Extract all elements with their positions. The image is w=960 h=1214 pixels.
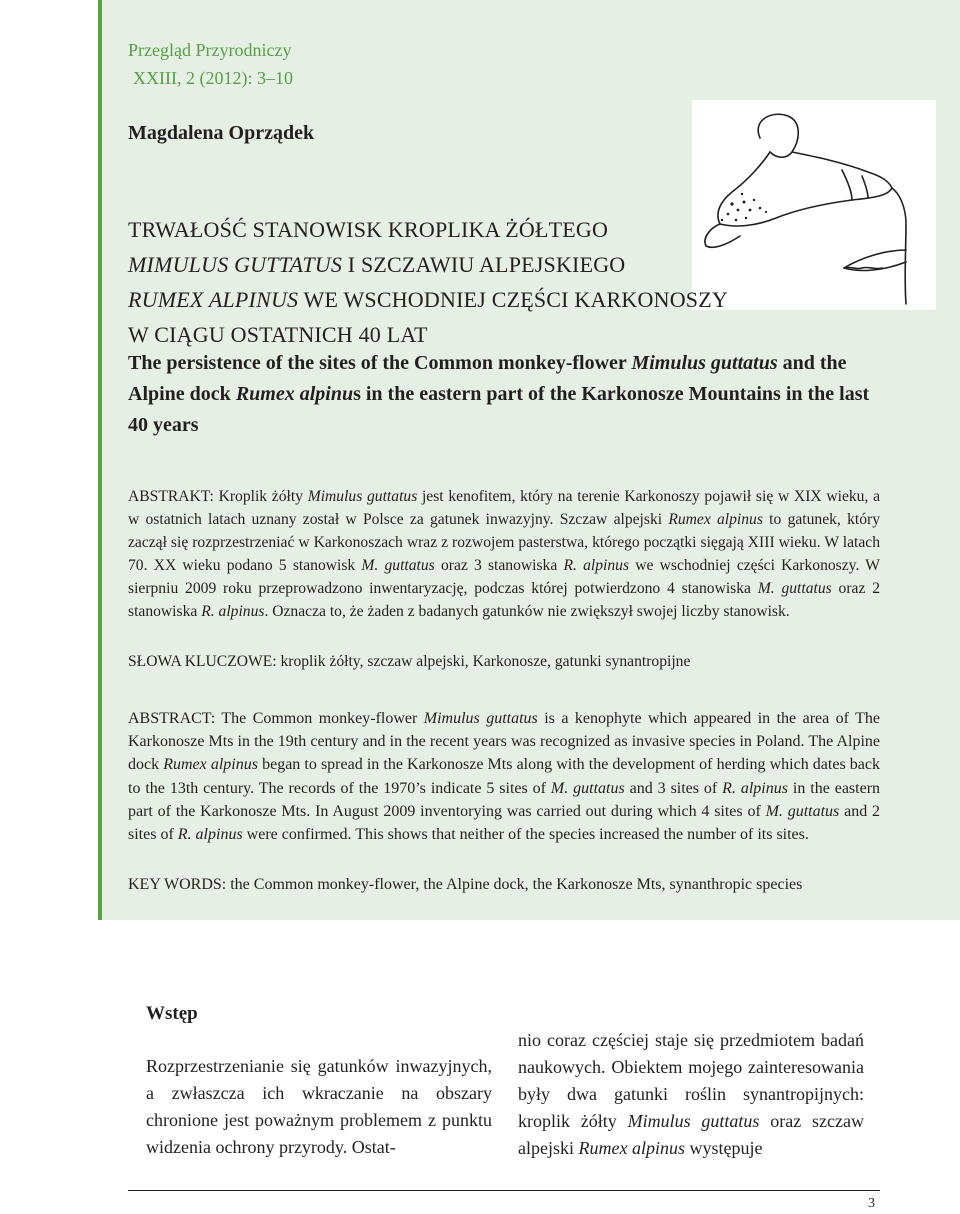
journal-issue: XXIII, 2 (2012): 3–10 <box>133 68 293 88</box>
abstract-species: M. guttatus <box>765 802 840 820</box>
slowa-kluczowe-label: SŁOWA KLUCZOWE: <box>128 653 277 670</box>
title-english <box>128 348 888 441</box>
abstract-text: and 3 sites of <box>624 779 723 797</box>
abstrakt-species: R. alpinus <box>563 557 630 574</box>
abstract-text: in the eastern part of the Karkonosze Mts. In August 2009 inventorying was carried out during which 4 sites of <box>128 779 881 820</box>
abstrakt-species: Rumex alpinus <box>668 511 763 528</box>
slowa-kluczowe <box>128 650 880 673</box>
title-pl-species1: MIMULUS GUTTATUS <box>128 252 343 277</box>
title-pl-species2: RUMEX ALPINUS <box>128 287 299 312</box>
body-species: Rumex alpinus <box>578 1138 685 1158</box>
title-en-part3: s in the eastern part of the Karkonosze Mountains in the last 40 years <box>128 383 870 436</box>
abstract-species: R. alpinus <box>177 826 243 844</box>
abstrakt-text: to gatunek, który zaczął się rozprzestrzeniać w Karkonoszach wraz z rozwojem pasterstwa, którego początki sięgają XIII wieku. W latach 70. XX wieku podano 5 stanowisk <box>128 511 880 574</box>
title-en-part1: The persistence of the sites of the Common monkey-flower <box>128 352 632 374</box>
abstract-english <box>128 707 880 846</box>
journal-info <box>128 36 293 92</box>
abstrakt-species: M. guttatus <box>361 557 435 574</box>
title-pl-line2-rest: I SZCZAWIU ALPEJSKIEGO <box>342 252 626 277</box>
title-polish <box>128 212 728 352</box>
title-pl-line2 <box>128 247 728 282</box>
key-words <box>128 873 880 896</box>
abstract-text: The Common monkey-flower <box>215 710 424 727</box>
abstrakt-polish <box>128 485 880 623</box>
title-en-species1: Mimulus guttatus <box>631 352 778 374</box>
monkey-flower-illustration <box>692 100 936 310</box>
abstract-species: M. guttatus <box>550 779 625 797</box>
abstract-text: and 2 sites of <box>128 802 880 844</box>
abstrakt-text: Kroplik żółty <box>213 488 308 505</box>
title-pl-line3-rest: WE WSCHODNIEJ CZĘŚCI KARKONOSZY <box>298 287 728 312</box>
abstract-label: ABSTRACT: <box>128 710 216 727</box>
title-pl-line1: TRWAŁOŚĆ STANOWISK KROPLIKA ŻÓŁTEGO <box>128 217 609 242</box>
body-text: nio coraz częściej staje się przedmiotem badań naukowych. Obiektem mojego zainteresowania były dwa gatunki roślin synantropijnych: kroplik żółty <box>518 1030 864 1131</box>
abstrakt-text: oraz 2 stanowiska <box>128 580 880 620</box>
body-text: oraz szczaw alpejski <box>518 1111 864 1158</box>
flower-drawing-icon <box>692 100 936 310</box>
title-en-species2: Rumex alpinu <box>235 383 354 405</box>
abstrakt-text: oraz 3 stanowiska <box>434 557 564 574</box>
abstract-text: began to spread in the Karkonosze Mts along with the development of herding which dates back to the 13th century. The records of the 1970’s indicate 5 sites of <box>128 756 880 797</box>
body-column-left: Rozprzestrzenianie się gatunków inwazyjnych, a zwłaszcza ich wkraczanie na obszary chronione jest poważnym problemem z punktu widzenia ochrony przyrody. Ostat- <box>146 1056 492 1157</box>
abstrakt-species: Mimulus guttatus <box>307 488 418 505</box>
abstract-species: R. alpinus <box>722 779 788 797</box>
abstract-species: Mimulus guttatus <box>423 710 538 727</box>
page-number: 3 <box>868 1196 875 1211</box>
key-words-label: KEY WORDS: <box>128 876 227 893</box>
title-pl-line3 <box>128 282 728 317</box>
author-name: Magdalena Oprządek <box>128 122 315 144</box>
body-species: Mimulus guttatus <box>627 1111 760 1131</box>
abstract-text: is a kenophyte which appeared in the area of The Karkonosze Mts in the 19th century and in the recent years was recognized as invasive species in Poland. The Alpine dock <box>128 710 881 774</box>
abstrakt-text: we wschodniej części Karkonoszy. W sierpniu 2009 roku przeprowadzono inwentaryzację, podczas której potwierdzono 4 stanowiska <box>128 557 880 597</box>
footer-divider <box>128 1190 880 1191</box>
slowa-kluczowe-text: kroplik żółty, szczaw alpejski, Karkonosze, gatunki synantropijne <box>276 653 691 670</box>
title-en-part2: and the Alpine dock <box>128 352 847 405</box>
body-column-right <box>518 1027 864 1162</box>
abstrakt-species: M. guttatus <box>757 580 832 597</box>
section-heading-wstep: Wstęp <box>146 1003 198 1024</box>
title-pl-line4: W CIĄGU OSTATNICH 40 LAT <box>128 322 428 347</box>
abstract-text: were confirmed. This shows that neither of the species increased the number of its sites. <box>242 826 809 844</box>
journal-name: Przegląd Przyrodniczy <box>128 40 292 60</box>
key-words-text: the Common monkey-flower, the Alpine dock, the Karkonosze Mts, synanthropic species <box>226 876 803 893</box>
abstrakt-label: ABSTRAKT: <box>128 488 214 505</box>
abstrakt-text: jest kenofitem, który na terenie Karkonoszy pojawił się w XIX wieku, a w ostatnich latach uznany został w Polsce za gatunek inwazyjny. Szczaw alpejski <box>128 488 880 528</box>
body-text: występuje <box>684 1138 763 1158</box>
abstrakt-species: R. alpinus <box>201 603 265 620</box>
abstrakt-text: . Oznacza to, że żaden z badanych gatunków nie zwiększył swojej liczby stanowisk. <box>264 603 790 620</box>
abstract-species: Rumex alpinus <box>163 756 258 774</box>
